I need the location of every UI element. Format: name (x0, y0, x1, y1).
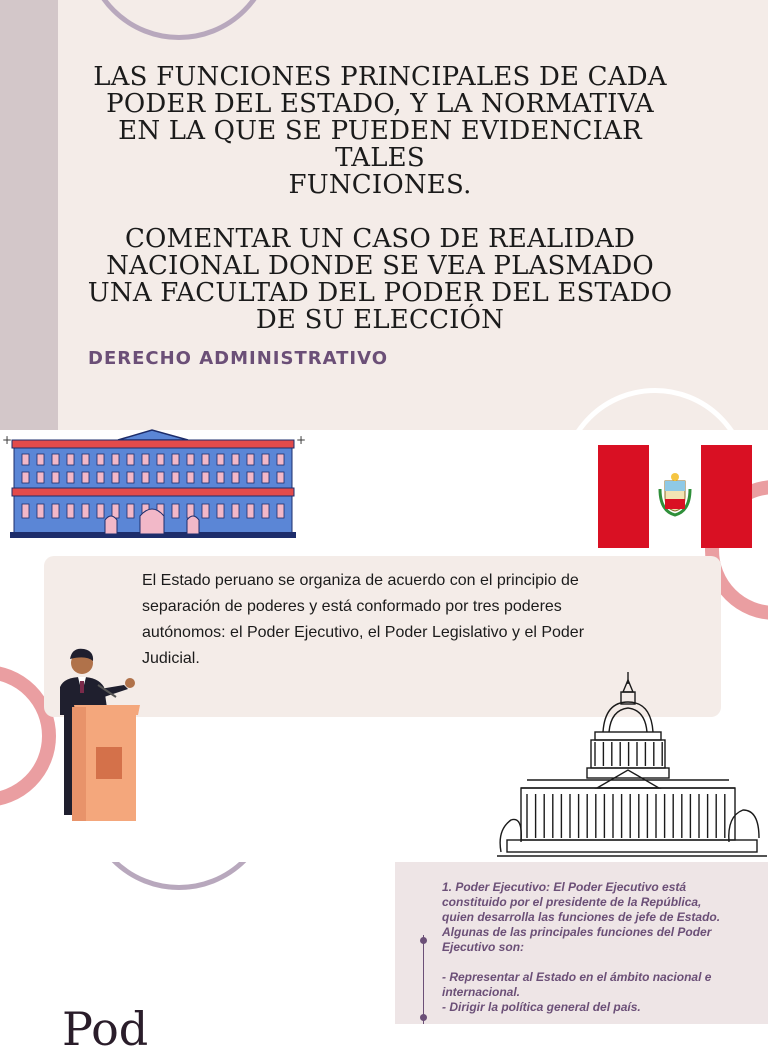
peru-flag-icon (598, 445, 752, 548)
speaker-at-podium-illustration (50, 645, 145, 825)
timeline-dot (420, 1014, 427, 1021)
intro-line: autónomos: el Poder Ejecutivo, el Poder Legislativo y el Poder (142, 624, 585, 641)
title-line: DE SU ELECCIÓN (255, 305, 505, 335)
decorative-ring-top (84, 0, 274, 40)
page-title (70, 64, 690, 334)
capitol-building-illustration (497, 670, 767, 862)
executive-line: Algunas de las principales funciones del Poder (442, 925, 712, 939)
executive-line: quien desarrolla las funciones de jefe de Estado. (442, 910, 721, 924)
executive-line: 1. Poder Ejecutivo: El Poder Ejecutivo está (442, 880, 687, 894)
intro-line: Judicial. (142, 650, 200, 667)
cover-section (0, 0, 768, 430)
government-palace-illustration (0, 428, 310, 540)
title-line: PODER DEL ESTADO, Y LA NORMATIVA (106, 89, 654, 119)
executive-line: - Representar al Estado en el ámbito nacional e (442, 970, 712, 984)
executive-line: constituido por el presidente de la República, (442, 895, 702, 909)
decorative-ring-right (560, 388, 750, 430)
executive-line: - Dirigir la política general del país. (442, 1000, 641, 1014)
left-strip (0, 0, 58, 430)
title-line: COMENTAR UN CASO DE REALIDAD (124, 224, 636, 254)
title-line: FUNCIONES. (288, 170, 472, 200)
executive-description (442, 880, 742, 1015)
intro-line: separación de poderes y está conformado por tres poderes (142, 598, 562, 615)
timeline-line (423, 935, 424, 1024)
intro-line: El Estado peruano se organiza de acuerdo con el principio de (142, 572, 579, 589)
title-line: LAS FUNCIONES PRINCIPALES DE CADA (93, 62, 667, 92)
svg-text:+: + (2, 433, 13, 447)
title-line: NACIONAL DONDE SE VEA PLASMADO (106, 251, 654, 281)
executive-line: internacional. (442, 985, 521, 999)
intro-paragraph (142, 568, 652, 672)
title-line: EN LA QUE SE PUEDEN EVIDENCIAR TALES (118, 116, 642, 173)
timeline-dot (420, 937, 427, 944)
executive-line: Ejecutivo son: (442, 940, 525, 954)
subject-label: DERECHO ADMINISTRATIVO (88, 348, 389, 369)
title-line: UNA FACULTAD DEL PODER DEL ESTADO (87, 278, 673, 308)
section-heading-partial: Pod (62, 1002, 149, 1056)
svg-text:+: + (296, 433, 307, 447)
